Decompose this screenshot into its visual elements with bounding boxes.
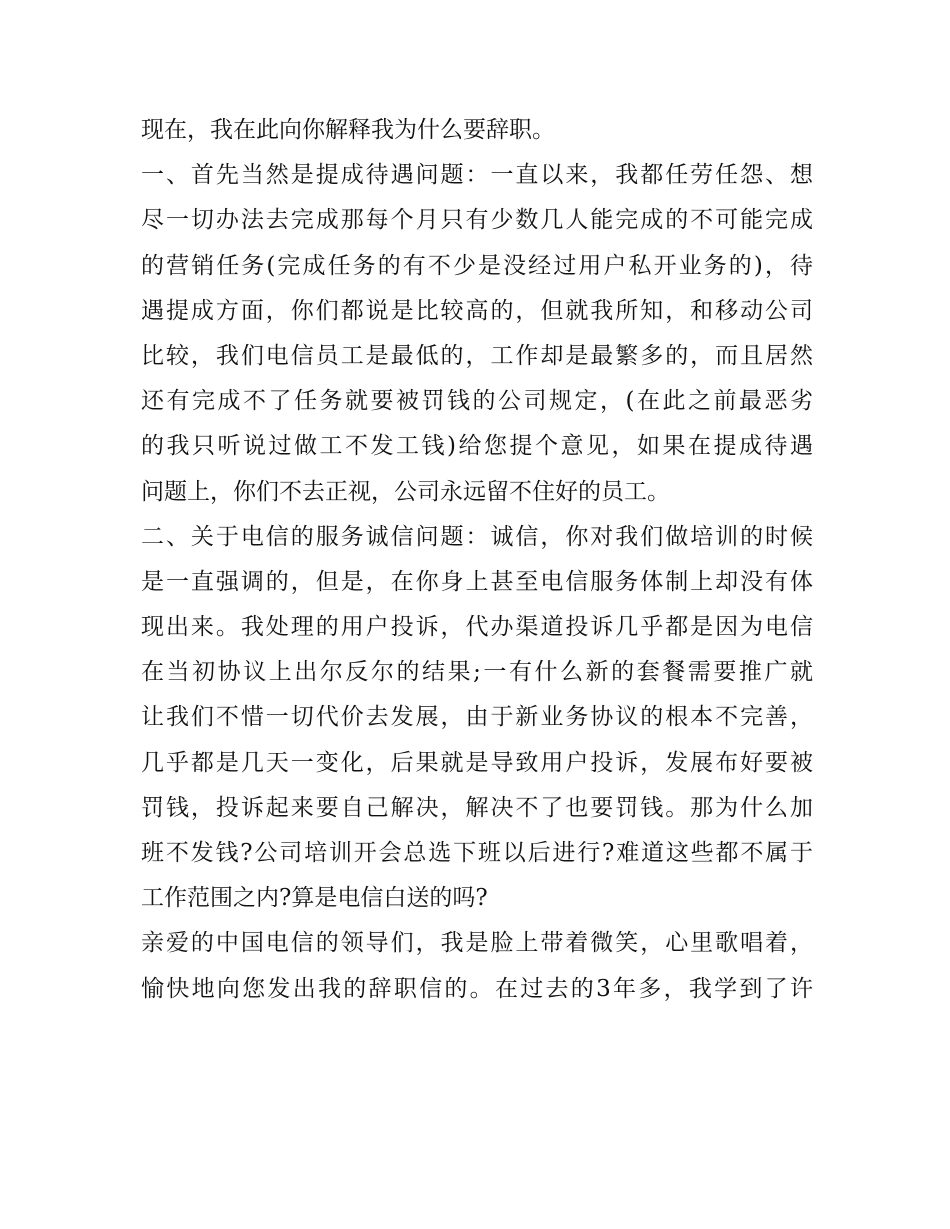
text-line: 的营销任务(完成任务的有不少是没经过用户私开业务的)，待 [141, 252, 813, 279]
text-line: 一、首先当然是提成待遇问题：一直以来，我都任劳任怨、想 [141, 162, 813, 189]
text-line: 在当初协议上出尔反尔的结果;一有什么新的套餐需要推广就 [141, 659, 813, 686]
text-line: 班不发钱?公司培训开会总选下班以后进行?难道这些都不属于 [141, 840, 813, 866]
text-line: 让我们不惜一切代价去发展，由于新业务协议的根本不完善， [141, 704, 813, 731]
text-line: 现出来。我处理的用户投诉，代办渠道投诉几乎都是因为电信 [141, 614, 813, 641]
text-line: 尽一切办法去完成那每个月只有少数几人能完成的不可能完成 [141, 207, 813, 234]
text-line: 几乎都是几天一变化，后果就是导致用户投诉，发展布好要被 [141, 749, 813, 776]
text-line: 罚钱，投诉起来要自己解决，解决不了也要罚钱。那为什么加 [141, 794, 813, 821]
text-line: 亲爱的中国电信的领导们，我是脸上带着微笑，心里歌唱着， [141, 930, 813, 957]
text-line: 是一直强调的，但是，在你身上甚至电信服务体制上却没有体 [141, 568, 813, 595]
text-line: 现在，我在此向你解释我为什么要辞职。 [141, 117, 555, 143]
text-line: 工作范围之内?算是电信白送的吗? [141, 885, 488, 912]
text-line: 问题上，你们不去正视，公司永远留不住好的员工。 [141, 478, 670, 505]
text-line: 愉快地向您发出我的辞职信的。在过去的3年多，我学到了许 [141, 975, 813, 1002]
text-line: 遇提成方面，你们都说是比较高的，但就我所知，和移动公司 [141, 297, 813, 324]
text-line: 的我只听说过做工不发工钱)给您提个意见，如果在提成待遇 [141, 433, 813, 460]
text-line: 还有完成不了任务就要被罚钱的公司规定，(在此之前最恶劣 [141, 388, 813, 415]
text-line: 二、关于电信的服务诚信问题：诚信，你对我们做培训的时候 [141, 523, 813, 550]
document-body [141, 108, 813, 1012]
text-line: 比较，我们电信员工是最低的，工作却是最繁多的，而且居然 [141, 342, 813, 369]
